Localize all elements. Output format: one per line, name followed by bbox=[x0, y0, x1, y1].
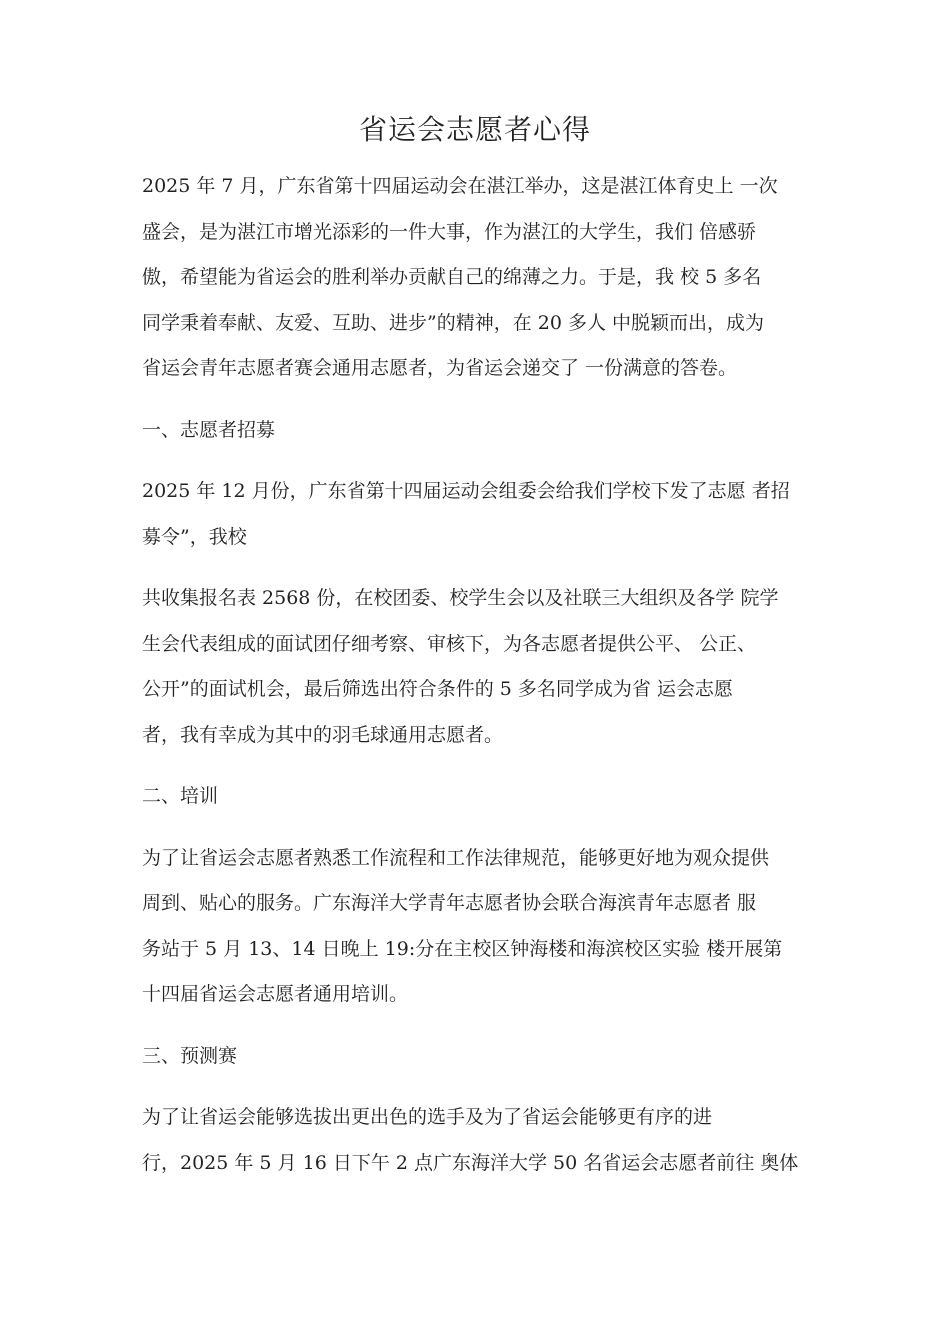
text-line: 行，2025 年 5 月 16 日下午 2 点广东海洋大学 50 名省运会志愿者前往 奥体 bbox=[142, 1151, 799, 1174]
text-line: 者，我有幸成为其中的羽毛球通用志愿者。 bbox=[142, 723, 504, 746]
text-line: 十四届省运会志愿者通用培训。 bbox=[142, 983, 409, 1005]
intro-paragraph bbox=[142, 164, 818, 392]
pre-event-paragraph bbox=[142, 1095, 818, 1186]
text-line: 2025 年 12 月份，广东省第十四届运动会组委会给我们学校下发了志愿 者招 bbox=[142, 480, 790, 502]
text-line: 盛会，是为湛江市增光添彩的一件大事，作为湛江的大学生，我们 倍感骄 bbox=[142, 220, 757, 243]
text-line: 生会代表组成的面试团仔细考察、审核下，为各志愿者提供公平、 公正、 bbox=[142, 632, 757, 655]
training-paragraph bbox=[142, 836, 818, 1018]
text-line: 共收集报名表 2568 份，在校团委、校学生会以及社联三大组织及各学 院学 bbox=[142, 587, 779, 609]
document-body bbox=[142, 164, 818, 1186]
section-heading-training: 二、培训 bbox=[142, 785, 219, 807]
text-line: 为了让省运会志愿者熟悉工作流程和工作法律规范，能够更好地为观众提供 bbox=[142, 846, 770, 869]
text-line: 公开”的面试机会，最后筛选出符合条件的 5 多名同学成为省 运会志愿 bbox=[142, 678, 733, 700]
section-heading-recruitment: 一、志愿者招募 bbox=[142, 418, 276, 441]
text-line: 周到、贴心的服务。广东海洋大学青年志愿者协会联合海滨青年志愿者 服 bbox=[142, 892, 757, 914]
text-line: 同学秉着奉献、友爱、互助、进步”的精神，在 20 多人 中脱颖而出，成为 bbox=[142, 311, 765, 334]
recruitment-paragraph-2 bbox=[142, 576, 818, 758]
text-line: 傲，希望能为省运会的胜利举办贡献自己的绵薄之力。于是，我 校 5 多名 bbox=[142, 266, 762, 288]
text-line: 为了让省运会能够选拔出更出色的选手及为了省运会能够更有序的进 bbox=[142, 1106, 713, 1128]
text-line: 募令”，我校 bbox=[142, 525, 247, 548]
document-title: 省运会志愿者心得 bbox=[358, 113, 591, 146]
text-line: 务站于 5 月 13、14 日晚上 19:分在主校区钟海楼和海滨校区实验 楼开展第 bbox=[142, 937, 783, 960]
recruitment-paragraph-1 bbox=[142, 469, 818, 560]
text-line: 2025 年 7 月，广东省第十四届运动会在湛江举办，这是湛江体育史上 一次 bbox=[142, 175, 778, 197]
section-heading-pre-event: 三、预测赛 bbox=[142, 1044, 238, 1067]
text-line: 省运会青年志愿者赛会通用志愿者，为省运会递交了 一份满意的答卷。 bbox=[142, 357, 738, 379]
